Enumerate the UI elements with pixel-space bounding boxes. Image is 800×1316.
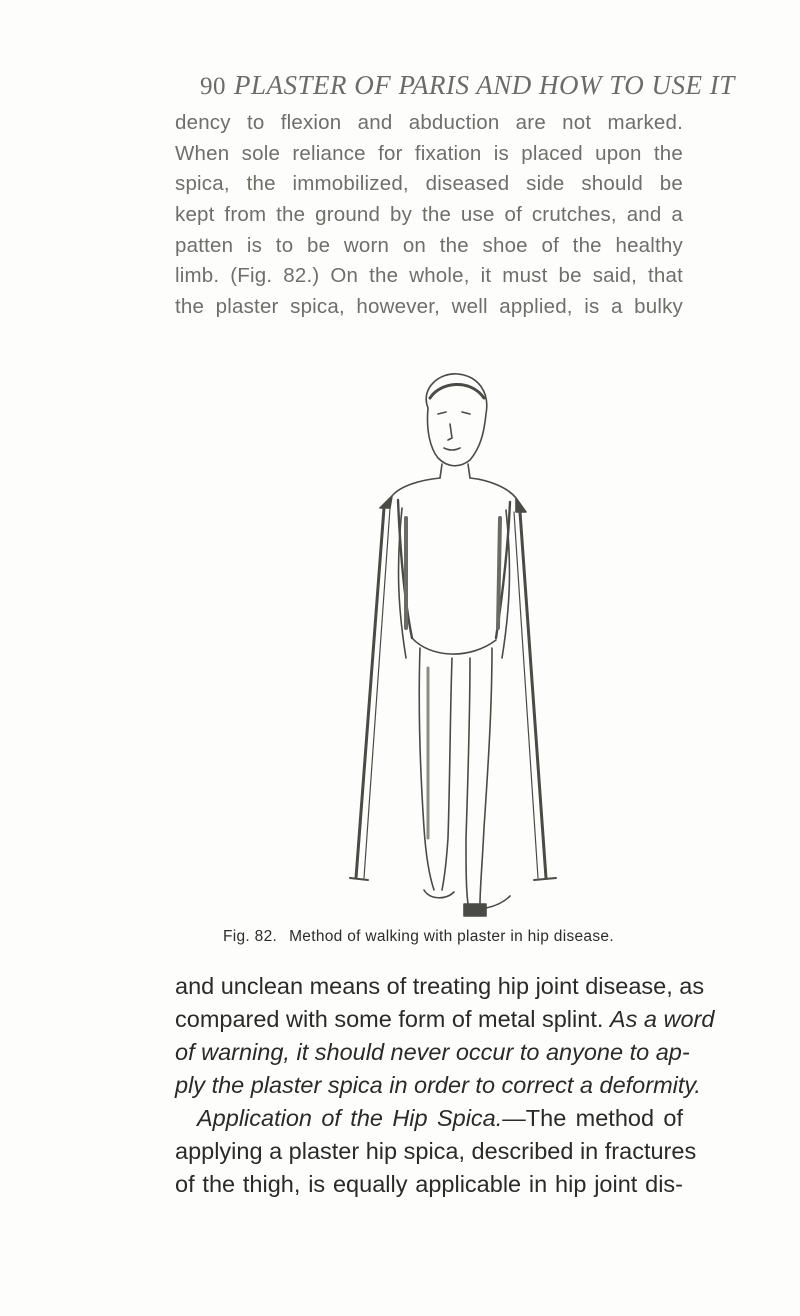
running-head bbox=[200, 70, 735, 101]
text-line: patten is to be worn on the shoe of the healthy bbox=[175, 233, 683, 257]
text-line: the plaster spica, however, well applied, is a bulky bbox=[175, 295, 683, 319]
section-heading: Application of the Hip Spica. bbox=[197, 1105, 503, 1131]
text-line: spica, the immobilized, diseased side should be bbox=[175, 172, 683, 196]
text-segment: —The method of bbox=[502, 1105, 683, 1131]
patient-on-crutches-drawing bbox=[320, 368, 580, 928]
text-line: When sole reliance for fixation is placed upon the bbox=[175, 141, 683, 165]
figure-label: Fig. 82. bbox=[223, 928, 278, 945]
text-line: applying a plaster hip spica, described in fractures bbox=[175, 1138, 697, 1164]
figure-caption bbox=[223, 928, 703, 946]
figure-illustration bbox=[320, 368, 580, 928]
text-line: dency to flexion and abduction are not marked. bbox=[175, 111, 683, 134]
text-segment: compared with some form of metal splint. bbox=[175, 1006, 604, 1032]
text-line bbox=[175, 1102, 683, 1135]
figure-caption-text: Method of walking with plaster in hip disease. bbox=[289, 928, 614, 945]
text-line: of warning, it should never occur to anyone to ap- bbox=[175, 1039, 690, 1065]
upper-paragraph bbox=[175, 108, 683, 323]
text-line: limb. (Fig. 82.) On the whole, it must be said, that bbox=[175, 264, 683, 288]
lower-paragraph bbox=[175, 970, 715, 1201]
running-head-title: PLASTER OF PARIS AND HOW TO USE IT bbox=[234, 70, 735, 100]
text-line bbox=[175, 1003, 715, 1036]
text-line: kept from the ground by the use of crutches, and a bbox=[175, 203, 683, 227]
text-line: and unclean means of treating hip joint disease, as bbox=[175, 973, 705, 999]
text-line: of the thigh, is equally applicable in hip joint dis- bbox=[175, 1171, 683, 1197]
italic-segment: As a word bbox=[609, 1006, 715, 1032]
text-line: ply the plaster spica in order to correct a deformity. bbox=[175, 1072, 701, 1098]
page-number: 90 bbox=[200, 73, 226, 100]
